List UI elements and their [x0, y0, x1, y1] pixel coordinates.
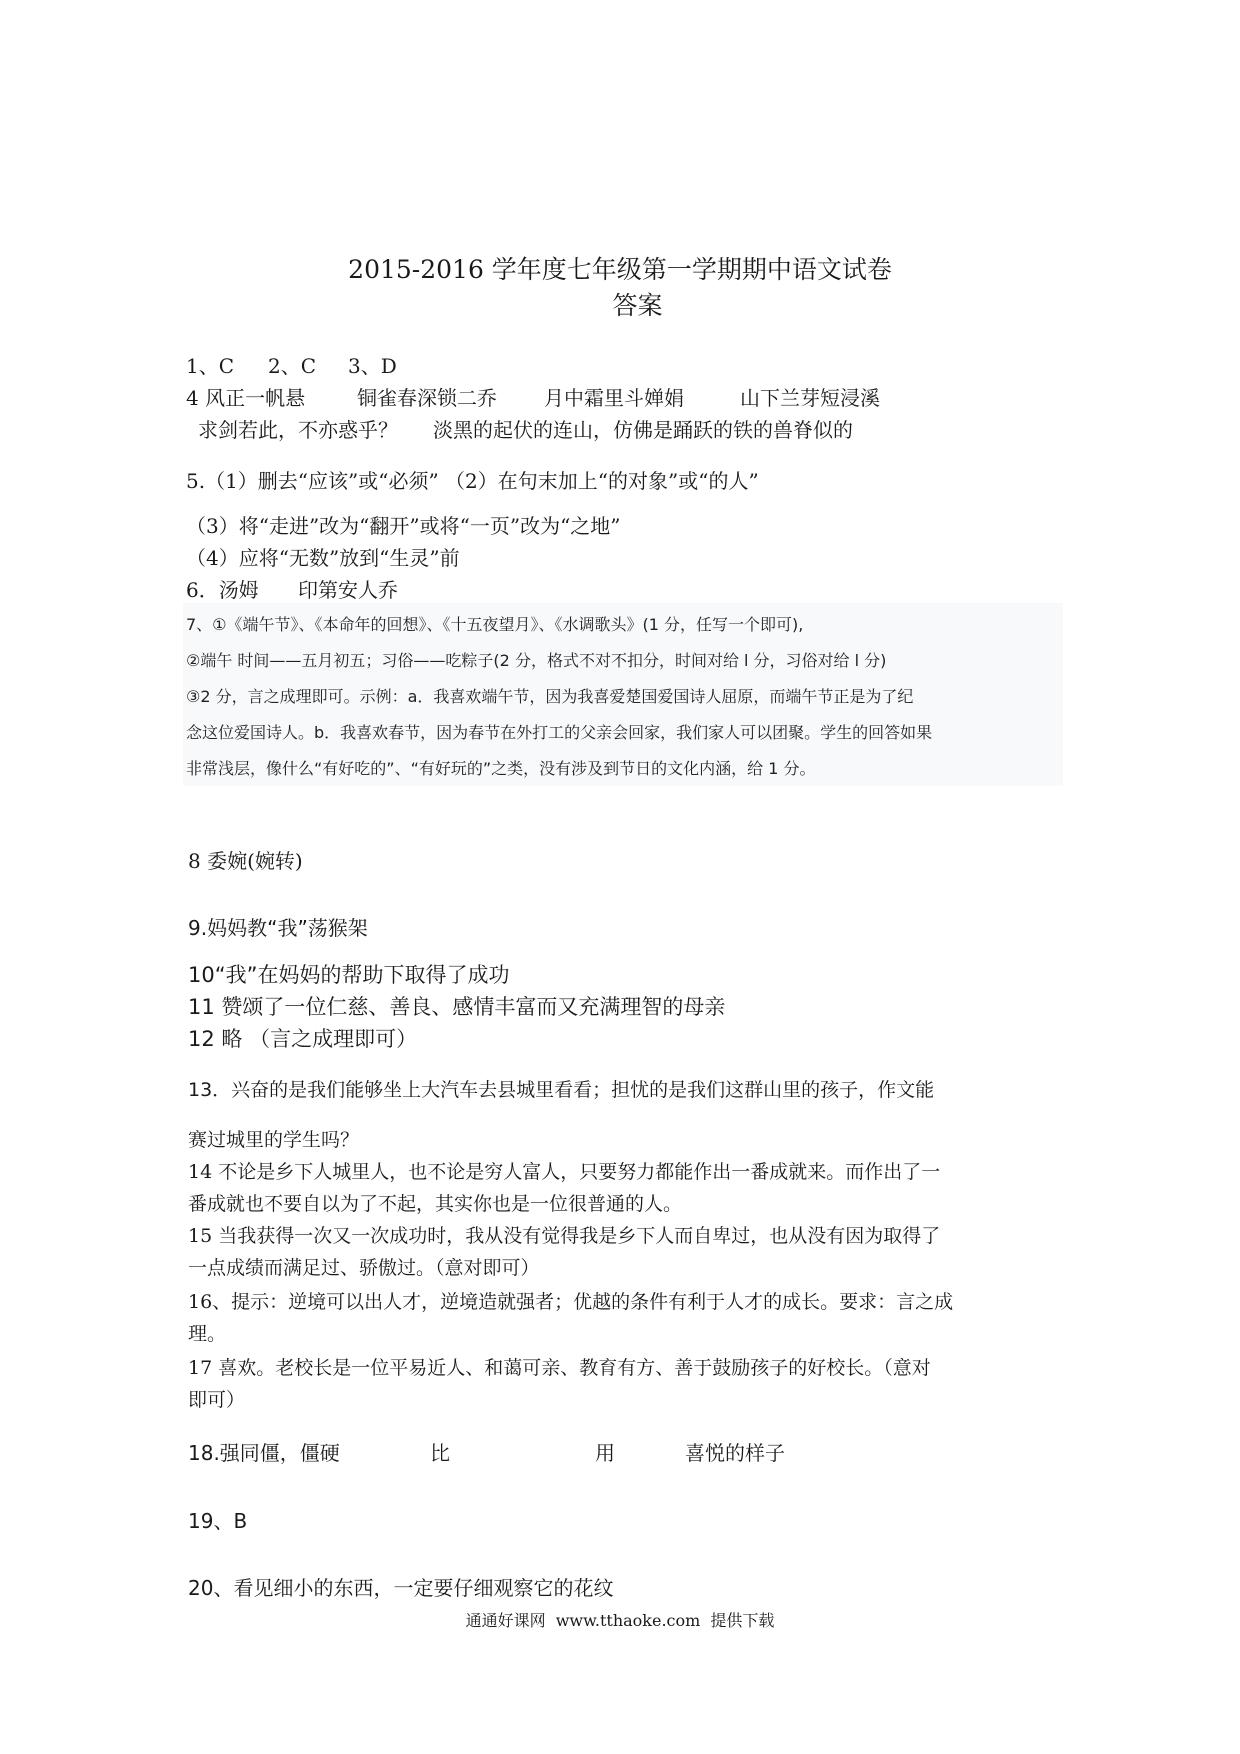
answer-11: 11 赞颂了一位仁慈、善良、感情丰富而又充满理智的母亲: [188, 995, 726, 1019]
answer-14-line-2: 番成就也不要自以为了不起，其实你也是一位很普通的人。: [188, 1193, 683, 1215]
answer-17-line-2: 即可）: [188, 1389, 246, 1411]
page-title: 2015-2016 学年度七年级第一学期期中语文试卷: [348, 255, 892, 284]
answer-10: 10“我”在妈妈的帮助下取得了成功: [188, 963, 510, 987]
answer-13-line-1: 13．兴奋的是我们能够坐上大汽车去县城里看看；担忧的是我们这群山里的孩子，作文能: [188, 1079, 935, 1101]
answer-7-line-3: ③2 分，言之成理即可。示例：a．我喜欢端午节，因为我喜爱楚国爱国诗人屈原，而端午节正是为了纪: [186, 687, 914, 706]
answer-19: 19、B: [188, 1509, 248, 1533]
answer-6-part-b: 印第安人乔: [298, 578, 398, 602]
answer-4-part-c: 月中霜里斗婵娟: [544, 386, 684, 410]
page-subtitle: 答案: [612, 291, 663, 320]
answer-18-part-a: 18.强同僵，僵硬: [188, 1441, 340, 1465]
answer-7-line-1: 7、①《端午节》、《本命年的回想》、《十五夜望月》、《水调歌头》(1 分，任写一个即可),: [186, 615, 804, 634]
answer-5-line-3: （4）应将“无数”放到“生灵”前: [186, 546, 460, 570]
answer-16-line-1: 16、提示：逆境可以出人才，逆境造就强者；优越的条件有利于人才的成长。要求：言之成: [188, 1291, 954, 1313]
answer-7-line-5: 非常浅层，像什么“有好吃的”、“有好玩的”之类，没有涉及到节日的文化内涵，给 1 分。: [186, 759, 816, 778]
answer-8: 8 委婉(婉转): [188, 849, 303, 873]
answer-4-part-e: 求剑若此，不亦惑乎？: [198, 418, 398, 442]
answer-16-line-2: 理。: [188, 1323, 227, 1345]
footer-suffix: 提供下载: [710, 1611, 775, 1630]
answer-4-part-b: 铜雀春深锁二乔: [357, 386, 497, 410]
answer-4-part-f: 淡黑的起伏的连山，仿佛是踊跃的铁的兽脊似的: [433, 418, 853, 442]
answer-20: 20、看见细小的东西，一定要仔细观察它的花纹: [188, 1576, 614, 1600]
answer-18-part-b: 比: [430, 1441, 450, 1465]
answer-15-line-2: 一点成绩而满足过、骄傲过。（意对即可）: [188, 1257, 540, 1279]
answer-5-line-1: 5.（1）删去“应该”或“必须” （2）在句末加上“的对象”或“的人”: [186, 469, 759, 493]
answer-13-line-2: 赛过城里的学生吗？: [188, 1129, 360, 1151]
answer-15-line-1: 15 当我获得一次又一次成功时，我从没有觉得我是乡下人而自卑过，也从没有因为取得了: [188, 1225, 941, 1247]
answer-2: 2、C: [268, 354, 317, 378]
answer-18-part-d: 喜悦的样子: [685, 1441, 785, 1465]
answer-3: 3、D: [348, 354, 397, 378]
footer-site-name: 通通好课网: [465, 1611, 546, 1630]
footer: [0, 1608, 1240, 1631]
answer-5-line-2: （3）将“走进”改为“翻开”或将“一页”改为“之地”: [186, 514, 621, 538]
answer-18-part-c: 用: [595, 1441, 615, 1465]
footer-url[interactable]: www.tthaoke.com: [555, 1611, 701, 1630]
answer-12: 12 略 （言之成理即可）: [188, 1027, 418, 1051]
answer-14-line-1: 14 不论是乡下人城里人，也不论是穷人富人，只要努力都能作出一番成就来。而作出了一: [188, 1161, 941, 1183]
answer-4-part-a: 4 风正一帆悬: [186, 386, 306, 410]
answer-4-part-d: 山下兰芽短浸溪: [740, 386, 880, 410]
answer-17-line-1: 17 喜欢。老校长是一位平易近人、和蔼可亲、教育有方、善于鼓励孩子的好校长。（意对: [188, 1357, 931, 1379]
answer-1: 1、C: [186, 354, 235, 378]
answer-7-line-2: ②端午 时间——五月初五；习俗——吃粽子(2 分，格式不对不扣分，时间对给 l 分，习俗对给 l 分): [186, 651, 887, 670]
answer-9: 9.妈妈教“我”荡猴架: [188, 916, 368, 940]
answer-7-line-4: 念这位爱国诗人。b．我喜欢春节，因为春节在外打工的父亲会回家，我们家人可以团聚。学生的回答如果: [186, 723, 933, 742]
answer-6-part-a: 6．汤姆: [186, 578, 259, 602]
